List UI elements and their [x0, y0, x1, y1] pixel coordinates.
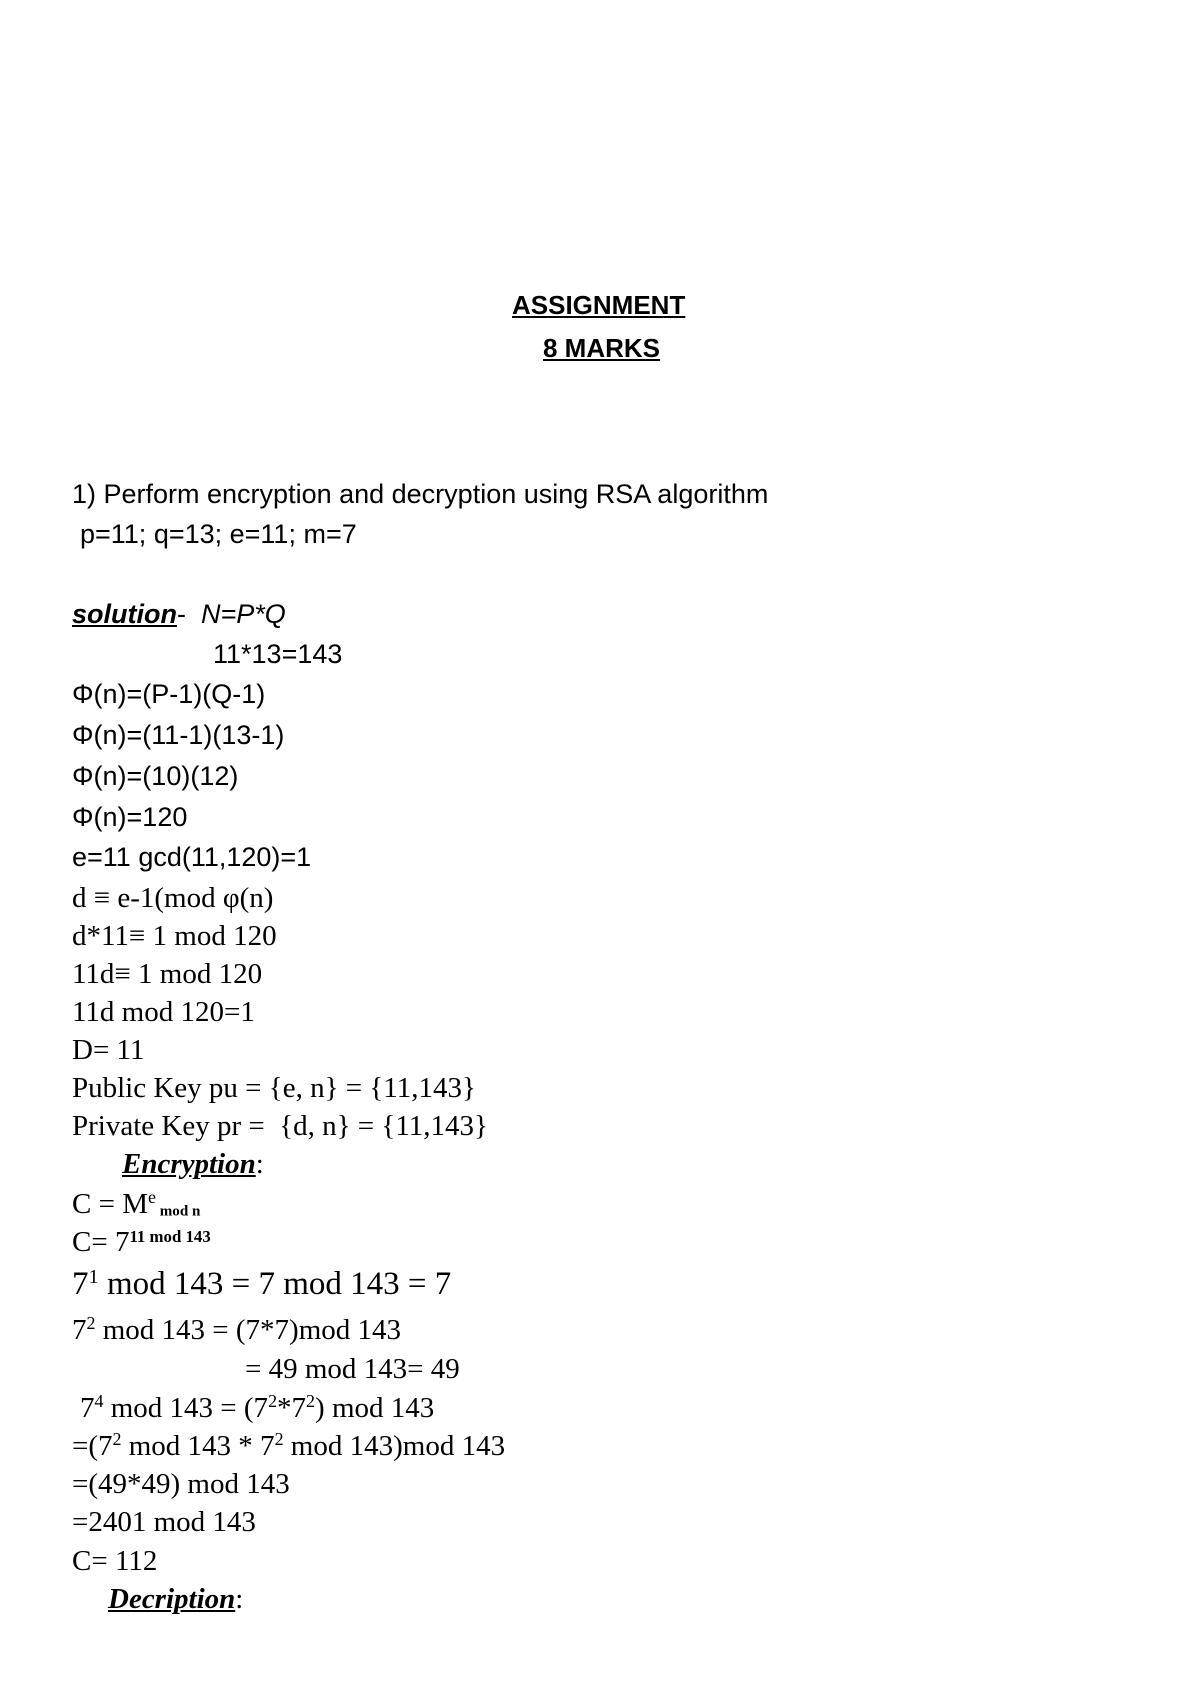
step4b-b: mod 143 * 7	[121, 1430, 275, 1462]
phi-line: Φ(n)=(P-1)(Q-1)	[72, 679, 266, 709]
step4b-exp-b: 2	[274, 1429, 284, 1450]
decryption-colon: :	[235, 1583, 244, 1615]
step2-rest: mod 143 = (7*7)mod 143	[95, 1314, 402, 1346]
d-line: d*11≡ 1 mod 120	[72, 920, 277, 952]
page-title: ASSIGNMENT	[512, 290, 686, 320]
step4-star: *7	[277, 1392, 307, 1424]
step-power-4	[80, 1391, 435, 1424]
public-key: Public Key pu = {e, n} = {11,143}	[72, 1072, 476, 1104]
step4-exp-b: 2	[306, 1391, 316, 1412]
private-key: Private Key pr = {d, n} = {11,143}	[72, 1110, 488, 1142]
n-value: 11*13=143	[213, 639, 343, 669]
step4b-a: =(7	[72, 1430, 113, 1462]
step-power-2	[72, 1313, 402, 1346]
solution-line	[72, 601, 286, 628]
cipher-result: C= 112	[72, 1545, 158, 1577]
cipher-value-prefix: C= 7	[72, 1226, 130, 1258]
step4-exp: 4	[94, 1391, 104, 1412]
step4b-exp-a: 2	[112, 1429, 122, 1450]
question-text: 1) Perform encryption and decryption using RSA algorithm	[72, 479, 769, 509]
phi-line: Φ(n)=(10)(12)	[72, 761, 239, 791]
step-power-1	[72, 1265, 452, 1302]
question-params: p=11; q=13; e=11; m=7	[80, 519, 357, 549]
d-line: d ≡ e-1(mod φ(n)	[72, 882, 274, 914]
step4b-c: mod 143)mod 143	[283, 1430, 506, 1462]
step2-exp: 2	[86, 1313, 96, 1334]
step4-end: ) mod 143	[315, 1392, 435, 1424]
cipher-formula-exp: e	[147, 1187, 156, 1208]
d-line: 11d mod 120=1	[72, 996, 255, 1028]
decryption-heading-line	[108, 1585, 243, 1614]
step-power-4-expand	[72, 1429, 506, 1462]
cipher-formula-prefix: C = M	[72, 1188, 148, 1220]
e-line: e=11 gcd(11,120)=1	[72, 842, 312, 872]
encryption-heading-line	[122, 1150, 264, 1179]
step1-exp: 1	[88, 1265, 99, 1288]
step4-mid: mod 143 = (7	[103, 1392, 269, 1424]
step-power-2-result: = 49 mod 143= 49	[245, 1353, 460, 1385]
step-power-4-mod: =2401 mod 143	[72, 1506, 256, 1538]
decryption-heading: Decription	[108, 1583, 236, 1615]
d-result: D= 11	[72, 1034, 145, 1066]
cipher-value	[72, 1228, 211, 1257]
step2-base: 7	[72, 1314, 87, 1346]
d-line: 11d≡ 1 mod 120	[72, 958, 263, 990]
phi-line: Φ(n)=(11-1)(13-1)	[72, 720, 285, 750]
cipher-value-exp: 11 mod 143	[129, 1226, 211, 1246]
encryption-colon: :	[255, 1148, 264, 1180]
cipher-formula	[72, 1187, 201, 1220]
page-subtitle: 8 MARKS	[543, 333, 661, 363]
step-power-4-product: =(49*49) mod 143	[72, 1468, 290, 1500]
solution-formula: N=P*Q	[200, 599, 286, 629]
cipher-formula-mod: mod n	[155, 1203, 201, 1220]
step1-rest: mod 143 = 7 mod 143 = 7	[98, 1266, 452, 1302]
step4-base: 7	[80, 1392, 95, 1424]
step1-base: 7	[72, 1266, 89, 1302]
solution-label: solution	[72, 599, 177, 629]
solution-dash: -	[176, 599, 201, 629]
encryption-heading: Encryption	[122, 1148, 256, 1180]
phi-line: Φ(n)=120	[72, 802, 188, 832]
step4-exp-a: 2	[268, 1391, 278, 1412]
